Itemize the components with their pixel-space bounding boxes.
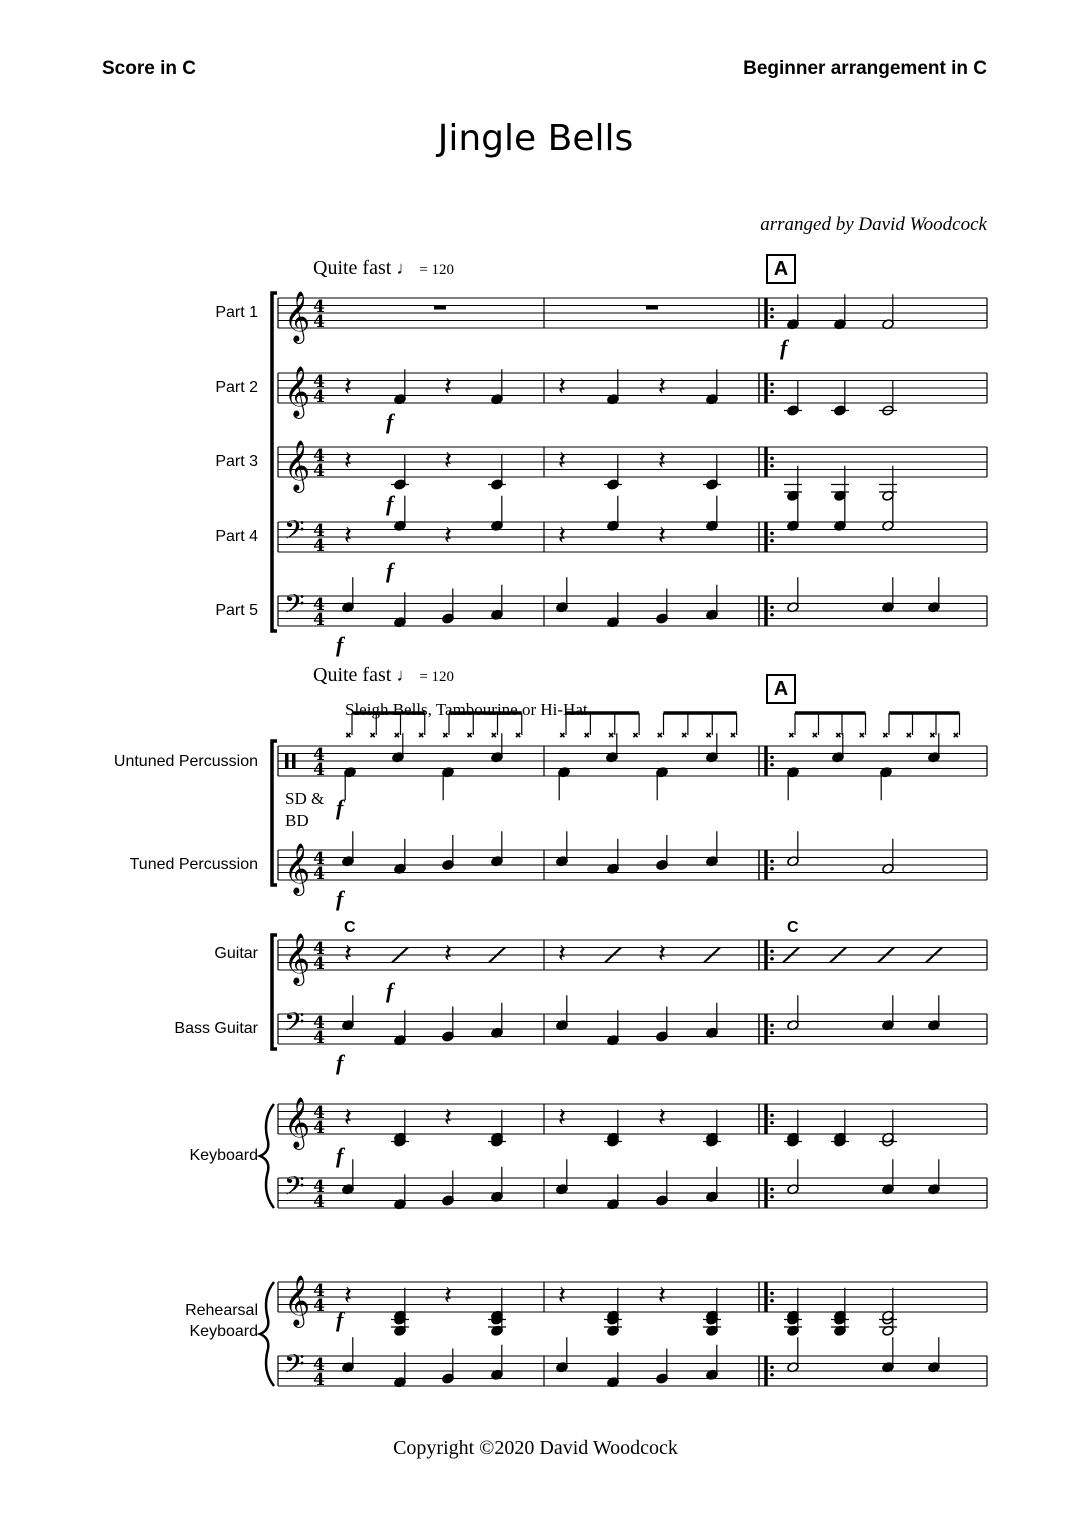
instrument-label-part-3: Part 3: [215, 453, 258, 470]
quarter-rest: 𝄽: [444, 1281, 452, 1311]
repeat-dot: [770, 382, 774, 386]
time-signature-top: 4: [313, 372, 325, 392]
repeat-dot: [770, 957, 774, 961]
quarter-rest: 𝄽: [444, 446, 452, 476]
time-signature-bottom: 4: [313, 536, 325, 556]
hihat-notehead: ✖: [442, 731, 449, 740]
quarter-rest: 𝄽: [344, 939, 352, 969]
quarter-rest: 𝄽: [444, 939, 452, 969]
quarter-rest: 𝄽: [558, 446, 566, 476]
page-title: Jingle Bells: [437, 118, 634, 159]
hihat-notehead: ✖: [345, 731, 352, 740]
time-signature-top: 4: [313, 446, 325, 466]
quarter-rest: 𝄽: [558, 521, 566, 551]
whole-rest: [646, 306, 658, 310]
time-signature-top: 4: [313, 1355, 325, 1375]
arranger-credit: arranged by David Woodcock: [760, 214, 987, 235]
dynamic-forte: f: [780, 335, 788, 360]
bass-clef-icon: 𝄢: [284, 1170, 305, 1208]
quarter-rest: 𝄽: [558, 1281, 566, 1311]
rehearsal-mark-a: A: [766, 254, 796, 284]
repeat-dot: [770, 755, 774, 759]
chord-symbol: C: [344, 919, 356, 936]
dynamic-forte: f: [336, 795, 344, 820]
dynamic-forte: f: [336, 1143, 344, 1168]
brace-keyboard: [260, 1104, 274, 1208]
treble-clef-icon: 𝄞: [284, 440, 311, 491]
quarter-rest: 𝄽: [658, 939, 666, 969]
time-signature-bottom: 4: [313, 1028, 325, 1048]
tempo-text: Quite fast: [313, 257, 392, 279]
instrument-label-guitar: Guitar: [214, 945, 258, 962]
chord-symbol: C: [787, 919, 799, 936]
quarter-rest: 𝄽: [344, 372, 352, 402]
whole-rest: [434, 306, 446, 310]
dynamic-forte: f: [336, 1050, 344, 1075]
hihat-notehead: ✖: [858, 731, 866, 740]
repeat-dot: [770, 1113, 774, 1117]
time-signature-top: 4: [313, 1281, 325, 1301]
repeat-dot: [770, 315, 774, 319]
hihat-notehead: ✖: [490, 731, 498, 740]
hihat-notehead: ✖: [788, 731, 795, 740]
quarter-rest: 𝄽: [658, 1103, 666, 1133]
percussion-clef-icon: [292, 754, 296, 769]
instrument-label-tuned-percussion: Tuned Percussion: [129, 856, 258, 873]
bass-clef-icon: 𝄢: [284, 1348, 305, 1386]
dynamic-forte: f: [386, 558, 394, 583]
dynamic-forte: f: [386, 491, 394, 516]
repeat-dot: [770, 531, 774, 535]
repeat-dot: [770, 539, 774, 543]
quarter-rest: 𝄽: [344, 1103, 352, 1133]
dynamic-forte: f: [336, 632, 344, 657]
repeat-dot: [770, 1121, 774, 1125]
repeat-dot: [770, 1023, 774, 1027]
percussion-instruction: Sleigh Bells, Tambourine or Hi-Hat: [345, 700, 588, 719]
repeat-dot: [770, 456, 774, 460]
treble-clef-icon: 𝄞: [284, 843, 311, 894]
bass-clef-icon: 𝄢: [284, 514, 305, 552]
quarter-rest: 𝄽: [344, 521, 352, 551]
treble-clef-icon: 𝄞: [284, 291, 311, 342]
repeat-dot: [770, 1187, 774, 1191]
bass-clef-icon: 𝄢: [284, 1006, 305, 1044]
hihat-notehead: ✖: [559, 731, 566, 740]
hihat-notehead: ✖: [632, 731, 639, 740]
repeat-dot: [770, 307, 774, 311]
tempo-bpm: = 120: [419, 262, 455, 278]
repeat-dot: [770, 1195, 774, 1199]
treble-clef-icon: 𝄞: [284, 1097, 311, 1148]
hihat-notehead: ✖: [369, 731, 376, 740]
bass-clef-icon: 𝄢: [284, 588, 305, 626]
quarter-rest: 𝄽: [444, 372, 452, 402]
tempo-bpm-2: = 120: [419, 669, 455, 685]
time-signature-bottom: 4: [313, 312, 325, 332]
time-signature-top: 4: [313, 521, 325, 541]
treble-clef-icon: 𝄞: [284, 1275, 311, 1326]
time-signature-top: 4: [313, 1013, 325, 1033]
instrument-label-untuned-percussion: Untuned Percussion: [113, 753, 258, 770]
hihat-notehead: ✖: [583, 731, 591, 740]
hihat-notehead: ✖: [835, 731, 842, 740]
hihat-notehead: ✖: [417, 731, 425, 740]
repeat-dot: [770, 1365, 774, 1369]
treble-clef-icon: 𝄞: [284, 366, 311, 417]
time-signature-bottom: 4: [313, 1370, 325, 1390]
repeat-dot: [770, 605, 774, 609]
time-signature-top: 4: [313, 939, 325, 959]
bracket-guitars: [272, 935, 277, 1049]
quarter-rest: 𝄽: [558, 1103, 566, 1133]
time-signature-top: 4: [313, 745, 325, 765]
hihat-notehead: ✖: [705, 731, 712, 740]
hihat-notehead: ✖: [466, 731, 473, 740]
repeat-dot: [770, 1299, 774, 1303]
bracket-percussion: [272, 741, 277, 885]
percussion-clef-icon: [285, 754, 289, 769]
hihat-notehead: ✖: [393, 731, 401, 740]
instrument-label-part-4: Part 4: [215, 528, 258, 545]
tempo-text-2: Quite fast: [313, 664, 392, 686]
dynamic-forte: f: [386, 978, 394, 1003]
time-signature-top: 4: [313, 297, 325, 317]
repeat-dot: [770, 859, 774, 863]
quarter-rest: 𝄽: [444, 1103, 452, 1133]
treble-clef-icon: 𝄞: [284, 933, 311, 984]
score-label: Score in C: [102, 58, 196, 79]
time-signature-bottom: 4: [313, 864, 325, 884]
hihat-notehead: ✖: [607, 731, 615, 740]
quarter-rest: 𝄽: [558, 939, 566, 969]
instrument-label-part-2: Part 2: [215, 379, 258, 396]
quarter-rest: 𝄽: [658, 446, 666, 476]
time-signature-bottom: 4: [313, 1118, 325, 1138]
hihat-notehead: ✖: [952, 731, 960, 740]
quarter-note-icon-2: ♩: [396, 665, 415, 685]
hihat-notehead: ✖: [905, 731, 913, 740]
time-signature-top: 4: [313, 1177, 325, 1197]
quarter-rest: 𝄽: [444, 521, 452, 551]
time-signature-top: 4: [313, 595, 325, 615]
time-signature-bottom: 4: [313, 461, 325, 481]
quarter-rest: 𝄽: [658, 1281, 666, 1311]
instrument-label-keyboard: Keyboard: [189, 1147, 258, 1164]
time-signature-bottom: 4: [313, 387, 325, 407]
hihat-notehead: ✖: [811, 731, 819, 740]
instrument-label-bass-guitar: Bass Guitar: [174, 1020, 258, 1037]
quarter-rest: 𝄽: [658, 372, 666, 402]
instrument-label-part-5: Part 5: [215, 602, 258, 619]
hihat-notehead: ✖: [729, 731, 737, 740]
hihat-notehead: ✖: [656, 731, 664, 740]
percussion-lower-label: SD & BD: [285, 789, 325, 830]
time-signature-bottom: 4: [313, 1192, 325, 1212]
repeat-dot: [770, 867, 774, 871]
arrangement-label: Beginner arrangement in C: [743, 58, 987, 79]
bracket-parts: [272, 293, 277, 631]
repeat-dot: [770, 1373, 774, 1377]
repeat-dot: [770, 949, 774, 953]
time-signature-bottom: 4: [313, 954, 325, 974]
instrument-label-part-1: Part 1: [215, 304, 258, 321]
dynamic-forte: f: [386, 409, 394, 434]
hihat-notehead: ✖: [929, 731, 936, 740]
time-signature-bottom: 4: [313, 1296, 325, 1316]
rehearsal-mark-a-2: A: [766, 674, 796, 704]
quarter-rest: 𝄽: [658, 521, 666, 551]
repeat-dot: [770, 763, 774, 767]
repeat-dot: [770, 464, 774, 468]
dynamic-forte: f: [336, 1307, 344, 1332]
hihat-notehead: ✖: [680, 731, 688, 740]
dynamic-forte: f: [336, 886, 344, 911]
quarter-rest: 𝄽: [344, 446, 352, 476]
repeat-dot: [770, 1031, 774, 1035]
quarter-rest: 𝄽: [558, 372, 566, 402]
hihat-notehead: ✖: [514, 731, 522, 740]
quarter-note-icon: ♩: [396, 258, 415, 278]
quarter-rest: 𝄽: [344, 1281, 352, 1311]
time-signature-bottom: 4: [313, 610, 325, 630]
copyright: Copyright ©2020 David Woodcock: [393, 1437, 678, 1459]
repeat-dot: [770, 1291, 774, 1295]
instrument-label-rehearsal-keyboard: Rehearsal Keyboard: [185, 1302, 258, 1340]
brace-rehearsal-keyboard: [260, 1282, 274, 1386]
time-signature-bottom: 4: [313, 760, 325, 780]
repeat-dot: [770, 613, 774, 617]
hihat-notehead: ✖: [882, 731, 889, 740]
time-signature-top: 4: [313, 849, 325, 869]
time-signature-top: 4: [313, 1103, 325, 1123]
repeat-dot: [770, 390, 774, 394]
